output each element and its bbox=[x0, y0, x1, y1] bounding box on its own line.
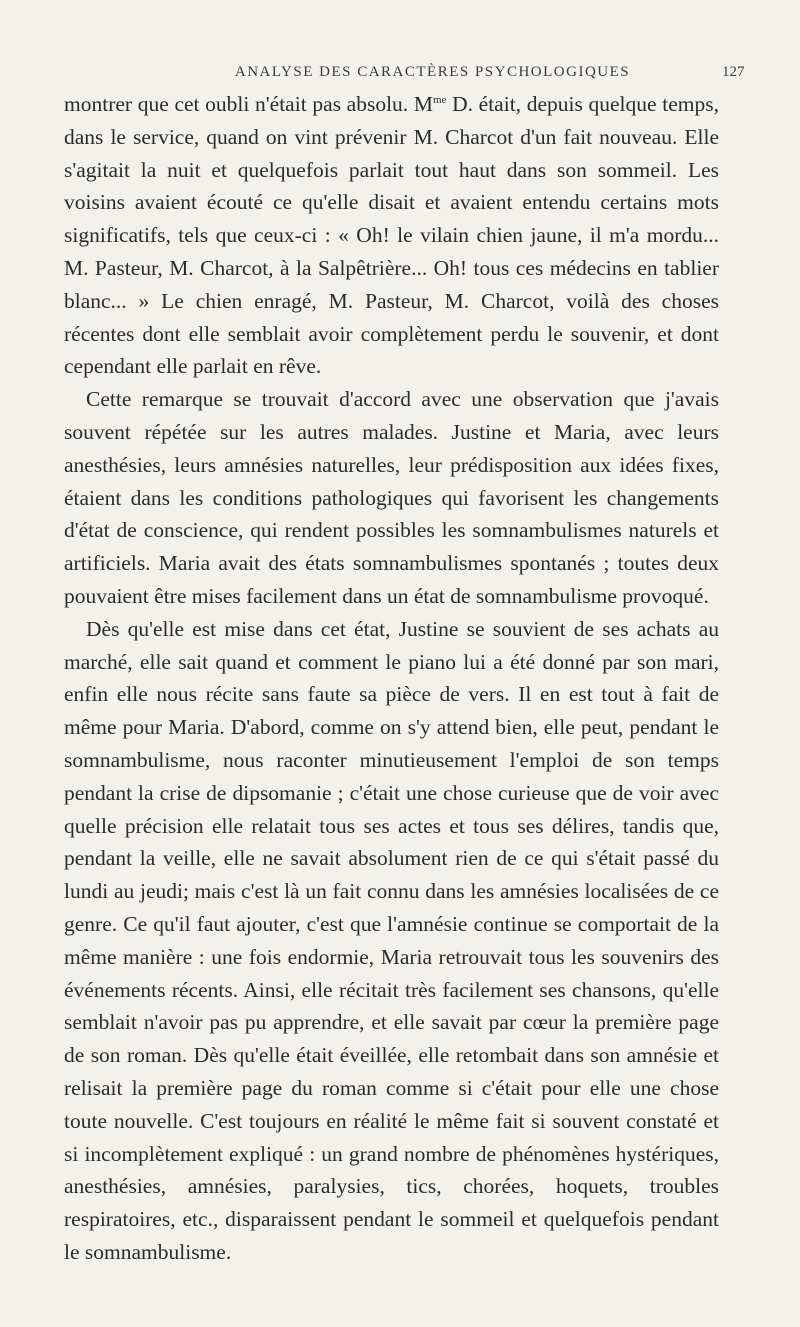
running-head: ANALYSE DES CARACTÈRES PSYCHOLOGIQUES bbox=[234, 64, 631, 80]
page-number: 127 bbox=[722, 64, 745, 80]
paragraph-2: Cette remarque se trouvait d'accord avec une observation que j'avais souvent répétée sur les autres malades. Justine et Maria, avec leurs anesthésies, leurs amnésies naturelles, leur prédisposition aux idées fixes, étaient dans les conditions pathologiques qui favorisent les changements d'état de conscience, qui rendent possibles les somnambulismes naturels et artificiels. Maria avait des états somnambulismes spontanés ; toutes deux pouvaient être mises facilement dans un état de somnambulisme provoqué. bbox=[64, 387, 719, 608]
paragraph-1-text-start: montrer que cet oubli n'était pas absolu. M bbox=[64, 92, 433, 116]
abbreviation-superscript: me bbox=[432, 94, 447, 106]
paragraph-1 bbox=[64, 88, 719, 383]
paragraph-3: Dès qu'elle est mise dans cet état, Justine se souvient de ses achats au marché, elle sait quand et comment le piano lui a été donné par son mari, enfin elle nous récite sans faute sa pièce de vers. Il en est tout à fait de même pour Maria. D'abord, comme on s'y attend bien, elle peut, pendant le somnambulisme, nous raconter minutieusement l'emploi de son temps pendant la crise de dipsomanie ; c'était une chose curieuse que de voir avec quelle précision elle relatait tous ses actes et tous ses délires, tandis que, pendant la veille, elle ne savait absolument rien de ce qui s'était passé du lundi au jeudi; mais c'est là un fait connu dans les amnésies localisées de ce genre. Ce qu'il faut ajouter, c'est que l'amnésie continue se comportait de la même manière : une fois endormie, Maria retrouvait tous les souvenirs des événements récents. Ainsi, elle récitait très facilement ses chansons, qu'elle semblait n'avoir pas pu apprendre, et elle savait par cœur la première page de son roman. Dès qu'elle était éveillée, elle retombait dans son amnésie et relisait la première page du roman comme si c'était pour elle une chose toute nouvelle. C'est toujours en réalité le même fait si souvent constaté et si incomplètement expliqué : un grand nombre de phénomènes hystériques, anesthésies, amnésies, paralysies, tics, chorées, hoquets, troubles respiratoires, etc., disparaissent pendant le sommeil et quelquefois pendant le somnambulisme. bbox=[64, 616, 719, 1264]
body-text bbox=[64, 88, 719, 1269]
paragraph-1-text-rest: D. était, depuis quelque temps, dans le service, quand on vint prévenir M. Charcot d'un fait nouveau. Elle s'agitait la nuit et quelquefois parlait tout haut dans son sommeil. Les voisins avaient écouté ce qu'elle disait et avaient entendu certains mots significatifs, tels que ceux-ci : « Oh! le vilain chien jaune, il m'a mordu... M. Pasteur, M. Charcot, à la Salpêtrière... Oh! tous ces médecins en tablier blanc... » Le chien enragé, M. Pasteur, M. Charcot, voilà des choses récentes dont elle semblait avoir complètement perdu le souvenir, et dont cependant elle parlait en rêve. bbox=[64, 92, 719, 379]
